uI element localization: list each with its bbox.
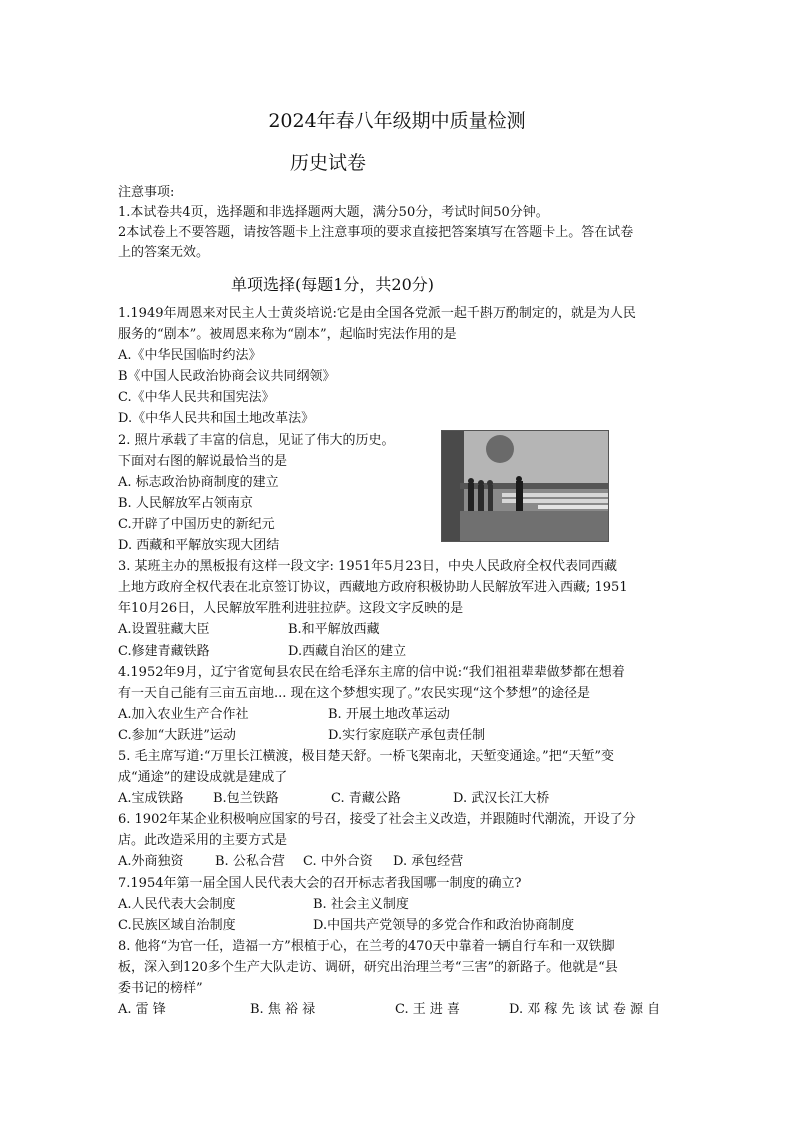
q4-option-b: B. 开展土地改革运动 (328, 706, 450, 722)
q5-options-row (118, 788, 678, 809)
questions-body (118, 303, 678, 1020)
q5-option-d: D. 武汉长江大桥 (453, 791, 550, 807)
q5-stem-1: 5. 毛主席写道:“万里长江横渡，极目楚天舒。一桥飞架南北，天堑变通途。”把“天堑”变 (118, 748, 615, 764)
q3-stem-1: 3. 某班主办的黑板报有这样一段文字: 1951年5月23日，中央人民政府全权代表同西藏 (118, 559, 617, 575)
q6-option-b: B. 公私合营 (215, 854, 285, 870)
q8-option-a: A. 雷 锋 (118, 1002, 166, 1018)
q6-stem-2: 店。此改造采用的主要方式是 (118, 833, 288, 849)
q7-options-row-1 (118, 894, 678, 915)
q3-option-b: B.和平解放西藏 (288, 622, 380, 638)
q3-stem-3: 年10月26日，人民解放军胜利进驻拉萨。这段文字反映的是 (118, 601, 464, 617)
exam-subtitle: 历史试卷 (290, 152, 367, 174)
q6-option-a: A.外商独资 (118, 854, 184, 870)
q3-stem-2: 上地方政府全权代表在北京签订协议，西藏地方政府积极协助人民解放军进入西藏; 1951 (118, 580, 628, 596)
q6-stem-1: 6. 1902年某企业积极响应国家的号召，接受了社会主义改造，并跟随时代潮流，开设了分 (118, 812, 636, 828)
q6-option-d: D. 承包经营 (393, 854, 464, 870)
q6-option-c: C. 中外合资 (303, 854, 373, 870)
q3-option-c: C.修建青藏铁路 (118, 643, 210, 659)
q2-stem-1: 2. 照片承载了丰富的信息，见证了伟大的历史。 (118, 432, 395, 448)
q2-stem-2: 下面对右图的解说最恰当的是 (118, 453, 288, 469)
q5-stem-2: 成“通途”的建设成就是建成了 (118, 770, 288, 786)
q4-options-row-1 (118, 704, 678, 725)
q2-option-a: A. 标志政治协商制度的建立 (118, 474, 279, 490)
q1-option-a: A.《中华民国临时约法》 (118, 348, 262, 364)
exam-title: 2024年春八年级期中质量检测 (268, 110, 526, 132)
q6-options-row (118, 851, 678, 872)
q1-stem-2: 服务的“剧本”。被周恩来称为“剧本”，起临时宪法作用的是 (118, 327, 457, 343)
q7-options-row-2 (118, 915, 678, 936)
q3-option-a: A.设置驻藏大臣 (118, 622, 210, 638)
q8-options-row (118, 999, 678, 1020)
q7-option-b: B. 社会主义制度 (313, 896, 409, 912)
q1-option-c: C.《中华人民共和国宪法》 (118, 390, 275, 406)
q8-option-d: D. 邓 稼 先 该 试 卷 源 自 (509, 1002, 661, 1018)
q4-option-a: A.加入农业生产合作社 (118, 706, 249, 722)
q4-option-c: C.参加“大跃进”运动 (118, 727, 236, 743)
q2-option-d: D. 西藏和平解放实现大团结 (118, 538, 280, 554)
q3-option-d: D.西藏自治区的建立 (288, 643, 407, 659)
q1-option-d: D.《中华人民共和国土地改革法》 (118, 411, 315, 427)
photo-image (442, 431, 608, 541)
q8-stem-2: 板，深入到120多个生产大队走访、调研，研究出治理兰考“三害”的新路子。他就是“县 (118, 959, 618, 975)
q7-option-c: C.民族区域自治制度 (118, 917, 236, 933)
q4-stem-1: 4.1952年9月，辽宁省宽甸县农民在给毛泽东主席的信中说:“我们祖祖辈辈做梦都在想着 (118, 664, 625, 680)
q4-option-d: D.实行家庭联产承包责任制 (328, 727, 486, 743)
q8-stem-3: 委书记的榜样” (118, 981, 203, 996)
q5-option-c: C. 青藏公路 (331, 791, 401, 807)
q2-historical-photo (441, 430, 609, 542)
q8-option-b: B. 焦 裕 禄 (250, 1002, 316, 1018)
q5-option-a: A.宝成铁路 (118, 791, 184, 807)
notes-heading: 注意事项: (118, 185, 175, 200)
q7-stem-1: 7.1954年第一届全国人民代表大会的召开标志者我国哪一制度的确立? (118, 875, 522, 891)
notes-item-2b: 上的答案无效。 (118, 245, 210, 260)
q8-option-c: C. 王 进 喜 (395, 1002, 461, 1018)
q5-option-b: B.包兰铁路 (213, 791, 279, 807)
q2-option-b: B. 人民解放军占领南京 (118, 495, 253, 511)
q3-options-row-2 (118, 641, 678, 662)
q3-options-row-1 (118, 619, 678, 640)
q1-option-b: B《中国人民政治协商会议共同纲领》 (118, 369, 336, 385)
q7-option-a: A.人民代表大会制度 (118, 896, 236, 912)
q7-option-d: D.中国共产党领导的多党合作和政治协商制度 (313, 917, 575, 933)
q2-option-c: C.开辟了中国历史的新纪元 (118, 516, 275, 532)
notes-block (118, 183, 678, 263)
q1-stem-1: 1.1949年周恩来对民主人士黄炎培说:它是由全国各党派一起千斟万酌制定的，就是为人民 (118, 306, 636, 321)
section-title: 单项选择(每题1分，共20分) (231, 275, 435, 294)
q8-stem-1: 8. 他将“为官一任，造福一方”根植于心，在兰考的470天中靠着一辆自行车和一双铁脚 (118, 938, 615, 954)
q4-options-row-2 (118, 725, 678, 746)
q4-stem-2: 有一天自己能有三亩五亩地... 现在这个梦想实现了。”农民实现“这个梦想”的途径是 (118, 685, 590, 701)
notes-item-2a: 2本试卷上不要答题，请按答题卡上注意事项的要求直接把答案填写在答题卡上。答在试卷 (118, 225, 634, 240)
notes-item-1: 1.本试卷共4页，选择题和非选择题两大题，满分50分，考试时间50分钟。 (118, 205, 549, 220)
